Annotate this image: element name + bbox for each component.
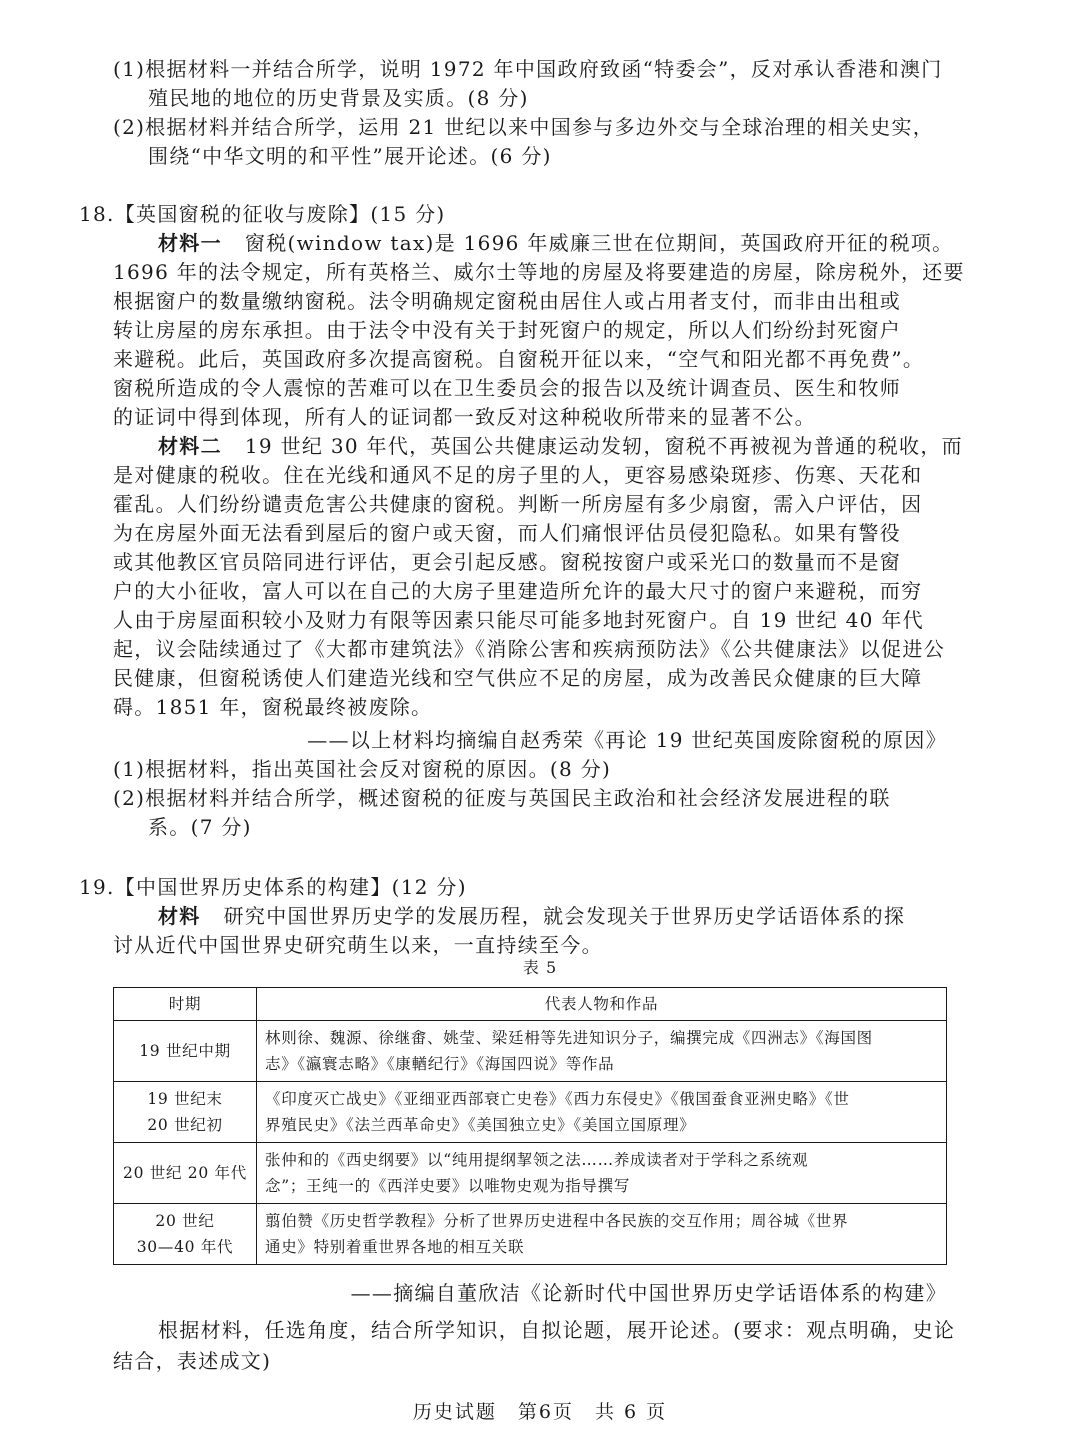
- q18-header: [79, 200, 446, 228]
- q18-m2-line-4: 或其他教区官员陪同进行评估，更会引起反感。窗税按窗户或采光口的数量而不是窗: [113, 550, 902, 574]
- table-caption: 表 5: [522, 958, 558, 977]
- q18-sub1: (1)根据材料，指出英国社会反对窗税的原因。(8 分): [113, 757, 612, 781]
- table-cell-period: 20 世纪 30—40 年代: [114, 1204, 257, 1265]
- q17-sub1-line2: 殖民地的地位的历史背景及实质。(8 分): [148, 86, 529, 110]
- q18-m2-line-8: 民健康，但窗税诱使人们建造光线和空气供应不足的房屋，成为改善民众健康的巨大障: [113, 666, 923, 690]
- table-5: [113, 987, 947, 1265]
- q18-sub2-line1: (2)根据材料并结合所学，概述窗税的征废与英国民主政治和社会经济发展进程的联: [113, 786, 891, 810]
- q18-sub2-line2: 系。(7 分): [148, 815, 252, 839]
- q18-title: 【英国窗税的征收与废除】: [114, 202, 371, 226]
- table-cell-period: 19 世纪末 20 世纪初: [114, 1082, 257, 1143]
- table-row: [114, 1021, 947, 1082]
- q18-m1-line-4: 来避税。此后，英国政府多次提高窗税。自窗税开征以来，“空气和阳光都不再免费”。: [113, 347, 925, 371]
- q18-m1-line-2: 根据窗户的数量缴纳窗税。法令明确规定窗税由居住人或占用者支付，而非由出租或: [113, 289, 902, 313]
- q18-m2-line-0: 材料二 19 世纪 30 年代，英国公共健康运动发轫，窗税不再被视为普通的税收，而: [158, 434, 963, 458]
- q18-m2-line-1: 是对健康的税收。住在光线和通风不足的房子里的人，更容易感染斑疹、伤寒、天花和: [113, 463, 923, 487]
- table-cell-works: 林则徐、魏源、徐继畬、姚莹、梁廷枏等先进知识分子，编撰完成《四洲志》《海国图 志》《瀛寰志略》《康輶纪行》《海国四说》等作品: [257, 1021, 947, 1082]
- page-footer: 历史试题 第6页 共 6 页: [412, 1401, 668, 1423]
- q17-sub2-line1: (2)根据材料并结合所学，运用 21 世纪以来中国参与多边外交与全球治理的相关史实，: [113, 115, 935, 139]
- q19-task-line1: 根据材料，任选角度，结合所学知识，自拟论题，展开论述。(要求：观点明确，史论: [158, 1318, 956, 1342]
- table-row: [114, 1082, 947, 1143]
- table-cell-works: 张仲和的《西史纲要》以“纯用提纲挈领之法……养成读者对于学科之系统观 念”；王纯一的《西洋史要》以唯物史观为指导撰写: [257, 1143, 947, 1204]
- q18-m1-line-0: 材料一 窗税(window tax)是 1696 年威廉三世在位期间，英国政府开征的税项。: [158, 231, 954, 255]
- q18-m2-line-2: 霍乱。人们纷纷谴责危害公共健康的窗税。判断一所房屋有多少扇窗，需入户评估，因: [113, 492, 923, 516]
- q17-sub2-line2: 围绕“中华文明的和平性”展开论述。(6 分): [148, 144, 552, 168]
- q18-m1-label: 材料一: [158, 231, 222, 255]
- q18-m1-line-6: 的证词中得到体现，所有人的证词都一致反对这种税收所带来的显著不公。: [113, 405, 816, 429]
- q18-m1-line-3: 转让房屋的房东承担。由于法令中没有关于封死窗户的规定，所以人们纷纷封死窗户: [113, 318, 902, 342]
- q18-m2-line-6: 人由于房屋面积较小及财力有限等因素只能尽可能多地封死窗户。自 19 世纪 40 年代: [113, 608, 924, 632]
- table-header-works: 代表人物和作品: [257, 988, 947, 1021]
- q19-m-line1: 材料 研究中国世界历史学的发展历程，就会发现关于世界历史学话语体系的探: [158, 904, 906, 928]
- q18-m2-line-9: 碍。1851 年，窗税最终被废除。: [113, 695, 433, 719]
- q19-task-line2: 结合，表述成文): [113, 1349, 272, 1373]
- q19-points: (12 分): [391, 875, 467, 899]
- q17-sub1-line1: (1)根据材料一并结合所学，说明 1972 年中国政府致函“特委会”，反对承认香港和澳门: [113, 57, 943, 81]
- q19-number: 19.: [79, 875, 115, 899]
- table-cell-period: 20 世纪 20 年代: [114, 1143, 257, 1204]
- table-cell-works: 翦伯赞《历史哲学教程》分析了世界历史进程中各民族的交互作用；周谷城《世界 通史》特别着重世界各地的相互关联: [257, 1204, 947, 1265]
- q18-m1-line-1: 1696 年的法令规定，所有英格兰、威尔士等地的房屋及将要建造的房屋，除房税外，还要: [113, 260, 965, 284]
- q18-number: 18.: [79, 202, 115, 226]
- table-header-row: [114, 988, 947, 1021]
- q19-m-line2: 讨从近代中国世界史研究萌生以来，一直持续至今。: [113, 933, 603, 957]
- q19-source: ——摘编自董欣洁《论新时代中国世界历史学话语体系的构建》: [350, 1281, 947, 1305]
- q18-m2-line-7: 起，议会陆续通过了《大都市建筑法》《消除公害和疾病预防法》《公共健康法》以促进公: [113, 637, 945, 661]
- q18-m2-line-3: 为在房屋外面无法看到屋后的窗户或天窗，而人们痛恨评估员侵犯隐私。如果有警役: [113, 521, 902, 545]
- q18-source: ——以上材料均摘编自赵秀荣《再论 19 世纪英国废除窗税的原因》: [307, 728, 947, 752]
- q19-title: 【中国世界历史体系的构建】: [114, 875, 392, 899]
- table-cell-works: 《印度灭亡战史》《亚细亚西部衰亡史卷》《西力东侵史》《俄国蚕食亚洲史略》《世 界殖民史》《法兰西革命史》《美国独立史》《美国立国原理》: [257, 1082, 947, 1143]
- table-cell-period: 19 世纪中期: [114, 1021, 257, 1082]
- q18-m1-line-5: 窗税所造成的令人震惊的苦难可以在卫生委员会的报告以及统计调查员、医生和牧师: [113, 376, 902, 400]
- table-header-period: 时期: [114, 988, 257, 1021]
- q18-m2-line-5: 户的大小征收，富人可以在自己的大房子里建造所允许的最大尺寸的窗户来避税，而穷: [113, 579, 923, 603]
- q19-header: [79, 873, 467, 901]
- q19-m-label: 材料: [158, 904, 201, 928]
- q18-m2-label: 材料二: [158, 434, 222, 458]
- q18-points: (15 分): [370, 202, 446, 226]
- table-row: [114, 1204, 947, 1265]
- table-row: [114, 1143, 947, 1204]
